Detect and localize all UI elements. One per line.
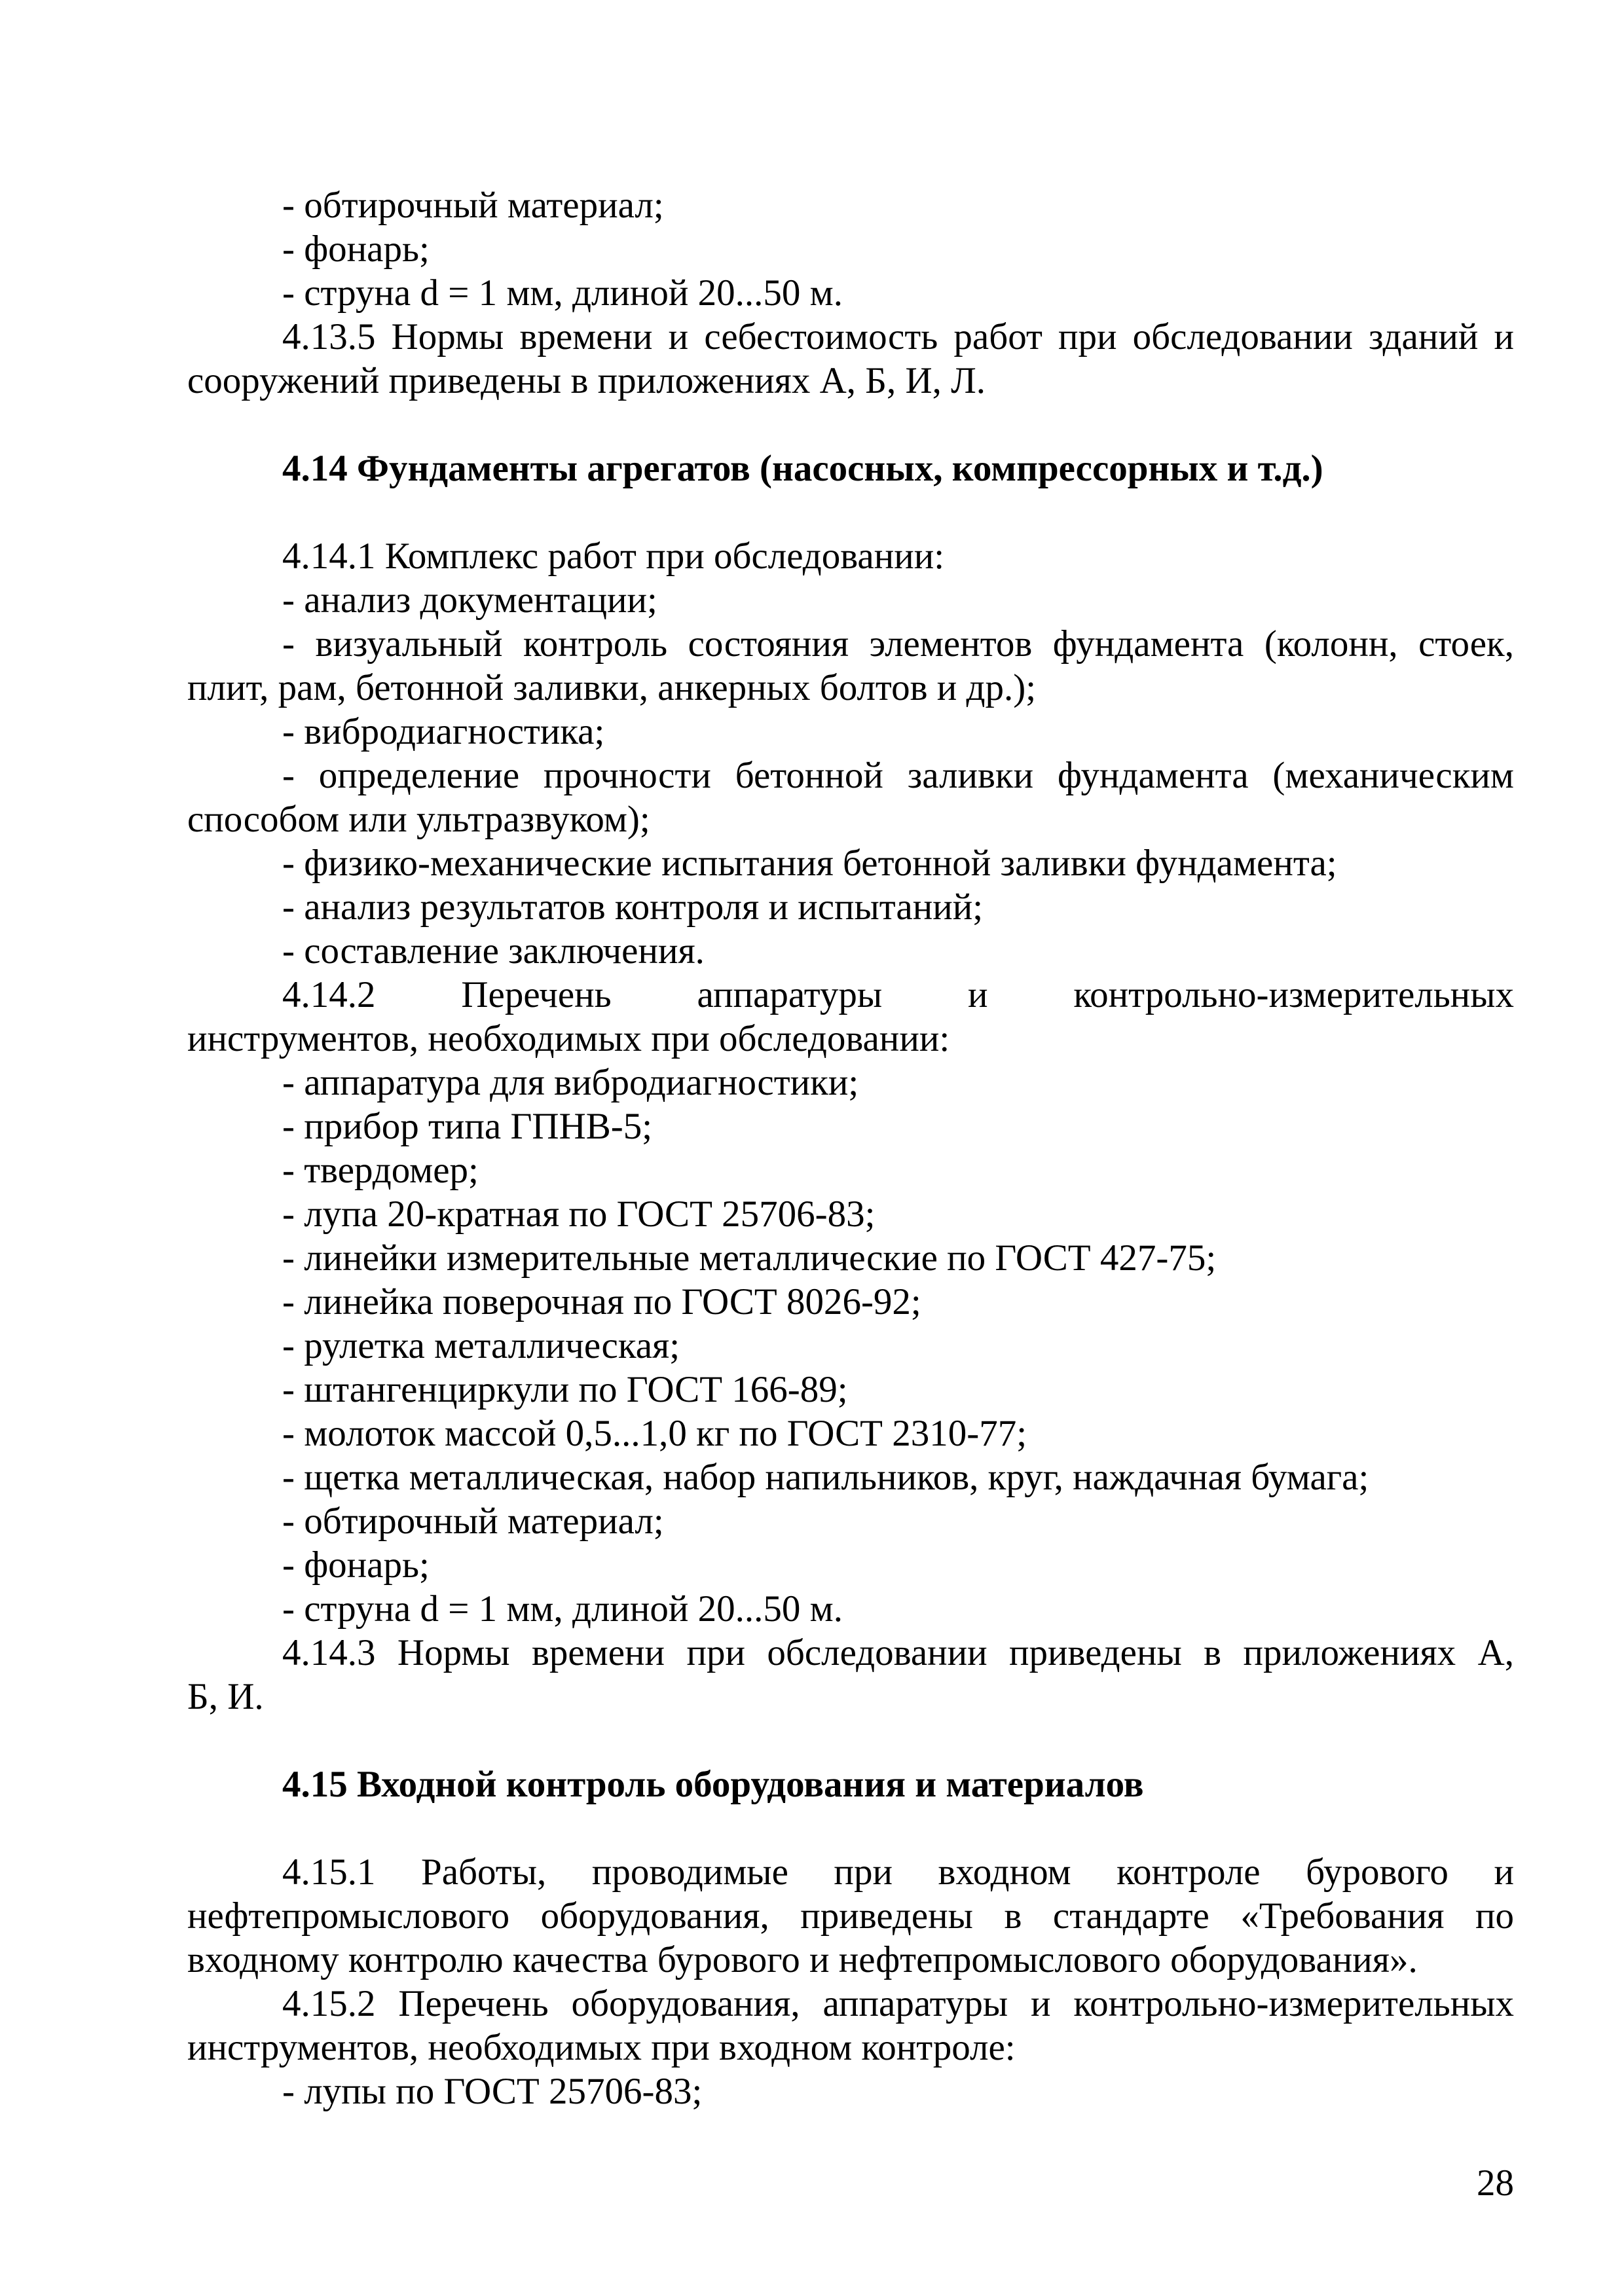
text-line: - аппаратура для вибродиагностики;: [282, 1062, 859, 1103]
text-line: - прибор типа ГПНВ-5;: [282, 1106, 653, 1147]
text-line: нефтепромыслового оборудования, приведены в стандарте «Требования по: [187, 1895, 1514, 1937]
text-line: - обтирочный материал;: [282, 1501, 664, 1542]
blank-line: [187, 490, 1514, 534]
blank-line: [187, 1806, 1514, 1850]
text-line: 4.14.3 Нормы времени при обследовании приведены в приложениях А,: [282, 1632, 1514, 1673]
document-body: [187, 183, 1514, 2113]
text-line: - вибродиагностика;: [282, 711, 605, 752]
text-line: - фонарь;: [282, 1544, 430, 1586]
text-line: - определение прочности бетонной заливки фундамента (механическим: [282, 755, 1514, 796]
text-line: - составление заключения.: [282, 930, 705, 972]
text-line: 4.15.1 Работы, проводимые при входном контроле бурового и: [282, 1851, 1514, 1893]
text-line: - визуальный контроль состояния элементов фундамента (колонн, стоек,: [282, 623, 1514, 665]
text-line: инструментов, необходимых при обследовании:: [187, 1018, 950, 1059]
text-line: плит, рам, бетонной заливки, анкерных болтов и др.);: [187, 667, 1037, 708]
section-heading: 4.14 Фундаменты агрегатов (насосных, компрессорных и т.д.): [282, 448, 1323, 489]
text-line: - молоток массой 0,5...1,0 кг по ГОСТ 2310-77;: [282, 1413, 1027, 1454]
text-line: 4.13.5 Нормы времени и себестоимость работ при обследовании зданий и: [282, 316, 1514, 357]
text-line: 4.15.2 Перечень оборудования, аппаратуры и контрольно-измерительных: [282, 1983, 1514, 2024]
text-line: - струна d = 1 мм, длиной 20...50 м.: [282, 1588, 843, 1630]
text-line: - физико-механические испытания бетонной заливки фундамента;: [282, 843, 1337, 884]
text-line: - анализ документации;: [282, 579, 657, 621]
text-line: - фонарь;: [282, 228, 430, 270]
blank-line: [187, 1719, 1514, 1762]
text-line: 4.14.1 Комплекс работ при обследовании:: [282, 536, 945, 577]
blank-line: [187, 403, 1514, 446]
text-line: - штангенциркули по ГОСТ 166-89;: [282, 1369, 848, 1410]
text-line: - лупы по ГОСТ 25706-83;: [282, 2071, 703, 2112]
text-line: - лупа 20-кратная по ГОСТ 25706-83;: [282, 1194, 876, 1235]
text-line: - струна d = 1 мм, длиной 20...50 м.: [282, 272, 843, 314]
text-line: - рулетка металлическая;: [282, 1325, 680, 1366]
text-line: сооружений приведены в приложениях А, Б, И, Л.: [187, 360, 986, 401]
text-line: 4.14.2 Перечень аппаратуры и контрольно-измерительных: [282, 974, 1514, 1015]
text-line: Б, И.: [187, 1676, 264, 1717]
text-line: - обтирочный материал;: [282, 185, 664, 226]
section-heading: 4.15 Входной контроль оборудования и материалов: [282, 1764, 1144, 1805]
text-line: - щетка металлическая, набор напильников, круг, наждачная бумага;: [282, 1457, 1369, 1498]
text-line: - линейки измерительные металлические по ГОСТ 427-75;: [282, 1237, 1217, 1279]
text-line: способом или ультразвуком);: [187, 799, 650, 840]
text-line: - линейка поверочная по ГОСТ 8026-92;: [282, 1281, 921, 1322]
text-line: инструментов, необходимых при входном контроле:: [187, 2027, 1016, 2068]
text-line: - твердомер;: [282, 1150, 479, 1191]
page-number: 28: [1477, 2162, 1514, 2204]
text-line: входному контролю качества бурового и нефтепромыслового оборудования».: [187, 1939, 1418, 1980]
text-line: - анализ результатов контроля и испытаний;: [282, 886, 984, 928]
